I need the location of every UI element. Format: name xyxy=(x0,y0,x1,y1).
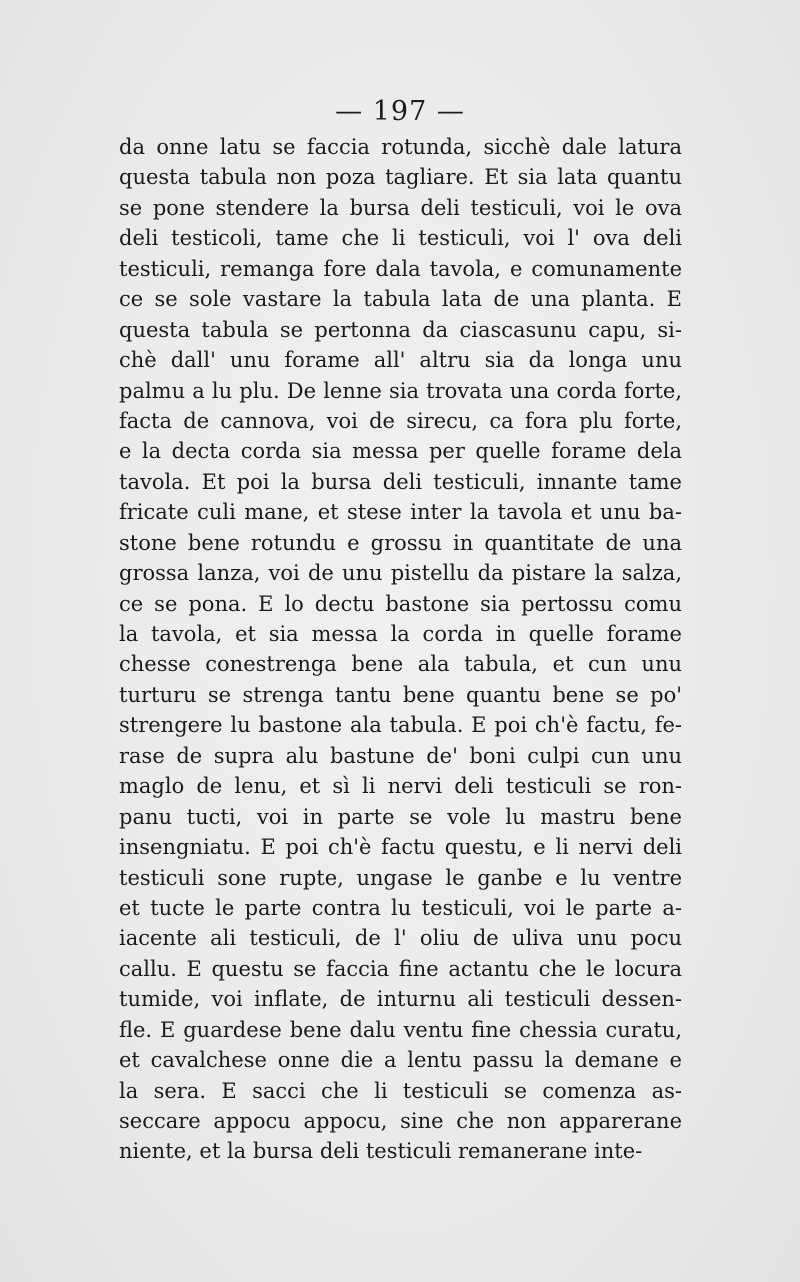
page-number: — 197 — xyxy=(335,96,465,127)
text-line: iacente ali testiculi, de l' oliu de uliva unu pocu xyxy=(119,926,682,951)
text-line: tavola. Et poi la bursa deli testiculi, innante tame xyxy=(119,469,682,494)
text-line: chesse conestrenga bene ala tabula, et cun unu xyxy=(119,652,682,677)
text-line: palmu a lu plu. De lenne sia trovata una corda forte, xyxy=(119,378,682,403)
text-line: seccare appocu appocu, sine che non apparerane xyxy=(119,1109,682,1133)
text-line: chè dall' unu forame all' altru sia da longa unu xyxy=(119,348,682,373)
text-line: testiculi, remanga fore dala tavola, e comunamente xyxy=(119,256,682,281)
text-line: tumide, voi inflate, de inturnu ali testiculi dessen- xyxy=(119,987,682,1012)
text-line: callu. E questu se faccia fine actantu che le locura xyxy=(119,956,682,981)
text-line: fricate culi mane, et stese inter la tavola et unu ba- xyxy=(119,500,682,525)
text-line: turturu se strenga tantu bene quantu bene se po' xyxy=(119,682,682,707)
text-line: la tavola, et sia messa la corda in quelle forame xyxy=(119,622,682,646)
text-line: la sera. E sacci che li testiculi se comenza as- xyxy=(119,1078,682,1103)
text-line: strengere lu bastone ala tabula. E poi ch'è factu, fe- xyxy=(119,713,682,738)
body-text xyxy=(119,132,682,1167)
text-line: da onne latu se faccia rotunda, sicchè dale latura xyxy=(119,135,682,159)
text-line: deli testicoli, tame che li testiculi, voi l' ova deli xyxy=(119,226,682,251)
text-line: questa tabula non poza tagliare. Et sia lata quantu xyxy=(119,165,682,190)
text-line: questa tabula se pertonna da ciascasunu capu, si- xyxy=(119,317,682,342)
text-line: et tucte le parte contra lu testiculi, voi le parte a- xyxy=(119,895,682,920)
text-line: testiculi sone rupte, ungase le ganbe e lu ventre xyxy=(119,865,682,890)
text-line: stone bene rotundu e grossu in quantitate de una xyxy=(119,530,682,555)
text-line: rase de supra alu bastune de' boni culpi cun unu xyxy=(119,743,682,768)
text-line: grossa lanza, voi de unu pistellu da pistare la salza, xyxy=(119,561,682,586)
text-line: maglo de lenu, et sì li nervi deli testiculi se ron- xyxy=(119,774,682,799)
text-line: insengniatu. E poi ch'è factu questu, e li nervi deli xyxy=(119,835,682,860)
text-line: et cavalchese onne die a lentu passu la demane e xyxy=(119,1048,682,1073)
text-line: niente, et la bursa deli testiculi remanerane inte- xyxy=(119,1139,643,1164)
text-line: ce se pona. E lo dectu bastone sia pertossu comu xyxy=(119,591,682,616)
text-line: se pone stendere la bursa deli testiculi, voi le ova xyxy=(119,195,682,220)
text-line: fle. E guardese bene dalu ventu fine chessia curatu, xyxy=(119,1017,682,1042)
text-line: facta de cannova, voi de sirecu, ca fora plu forte, xyxy=(119,408,682,433)
text-line: ce se sole vastare la tabula lata de una planta. E xyxy=(119,287,682,312)
text-line: e la decta corda sia messa per quelle forame dela xyxy=(119,439,682,464)
text-line: panu tucti, voi in parte se vole lu mastru bene xyxy=(119,804,682,829)
